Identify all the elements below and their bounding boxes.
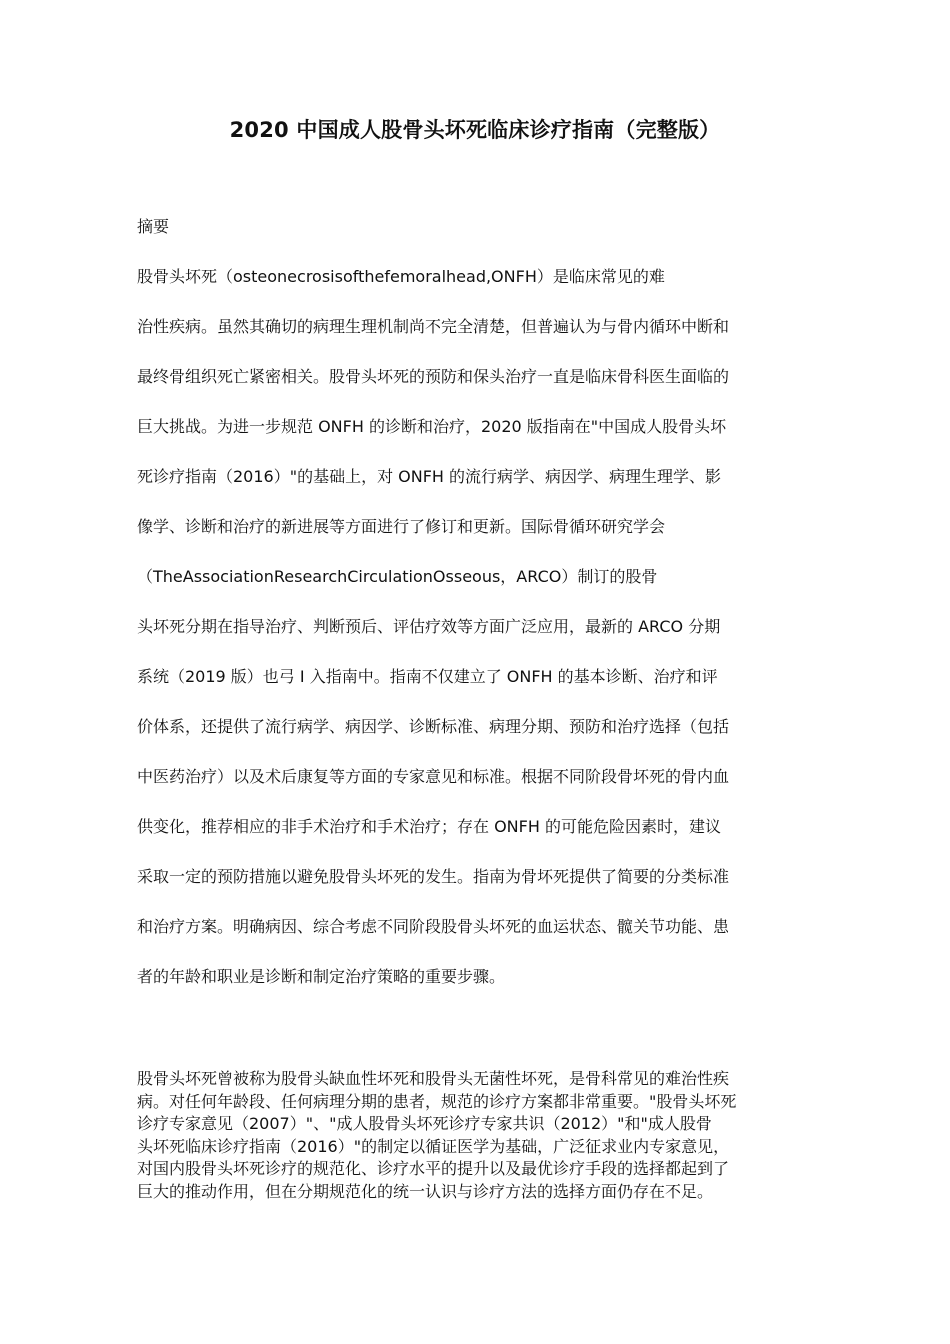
abstract-line: 巨大挑战。为进一步规范 ONFH 的诊断和治疗，2020 版指南在"中国成人股骨头坏	[137, 417, 727, 436]
intro-paragraph	[137, 1068, 817, 1203]
abstract-line: 价体系，还提供了流行病学、病因学、诊断标准、病理分期、预防和治疗选择（包括	[137, 717, 730, 736]
intro-line: 诊疗专家意见（2007）"、"成人股骨头坏死诊疗专家共识（2012）"和"成人股骨	[137, 1114, 712, 1133]
abstract-line: 中医药治疗）以及术后康复等方面的专家意见和标准。根据不同阶段骨坏死的骨内血	[137, 767, 730, 786]
document-title: 2020 中国成人股骨头坏死临床诊疗指南（完整版）	[229, 118, 721, 142]
abstract-line: 像学、诊断和治疗的新进展等方面进行了修订和更新。国际骨循环研究学会	[137, 517, 666, 536]
abstract-line: 治性疾病。虽然其确切的病理生理机制尚不完全清楚，但普遍认为与骨内循环中断和	[137, 317, 730, 336]
abstract-line: 股骨头坏死（osteonecrosisofthefemoralhead,ONFH）是临床常见的难	[137, 267, 665, 286]
abstract-line: （TheAssociationResearchCirculationOsseous，ARCO）制订的股骨	[137, 567, 658, 586]
abstract-line: 最终骨组织死亡紧密相关。股骨头坏死的预防和保头治疗一直是临床骨科医生面临的	[137, 367, 730, 386]
abstract-line: 系统（2019 版）也弓 I 入指南中。指南不仅建立了 ONFH 的基本诊断、治疗和评	[137, 667, 718, 686]
intro-line: 对国内股骨头坏死诊疗的规范化、诊疗水平的提升以及最优诊疗手段的选择都起到了	[137, 1159, 730, 1178]
abstract-line: 者的年龄和职业是诊断和制定治疗策略的重要步骤。	[137, 967, 506, 986]
intro-line: 病。对任何年龄段、任何病理分期的患者，规范的诊疗方案都非常重要。"股骨头坏死	[137, 1091, 737, 1111]
abstract-line: 供变化，推荐相应的非手术治疗和手术治疗；存在 ONFH 的可能危险因素时，建议	[137, 817, 721, 836]
abstract-line: 采取一定的预防措施以避免股骨头坏死的发生。指南为骨坏死提供了简要的分类标准	[137, 867, 730, 886]
abstract-heading: 摘要	[137, 217, 170, 236]
intro-line: 头坏死临床诊疗指南（2016）"的制定以循证医学为基础，广泛征求业内专家意见，	[137, 1136, 730, 1156]
abstract-paragraph	[137, 252, 817, 1002]
abstract-line: 和治疗方案。明确病因、综合考虑不同阶段股骨头坏死的血运状态、髋关节功能、患	[137, 917, 730, 936]
abstract-line: 死诊疗指南（2016）"的基础上，对 ONFH 的流行病学、病因学、病理生理学、影	[137, 467, 722, 486]
intro-line: 股骨头坏死曾被称为股骨头缺血性坏死和股骨头无菌性坏死，是骨科常见的难治性疾	[137, 1069, 730, 1088]
intro-line: 巨大的推动作用，但在分期规范化的统一认识与诊疗方法的选择方面仍存在不足。	[137, 1181, 714, 1201]
abstract-line: 头坏死分期在指导治疗、判断预后、评估疗效等方面广泛应用，最新的 ARCO 分期	[137, 617, 721, 636]
